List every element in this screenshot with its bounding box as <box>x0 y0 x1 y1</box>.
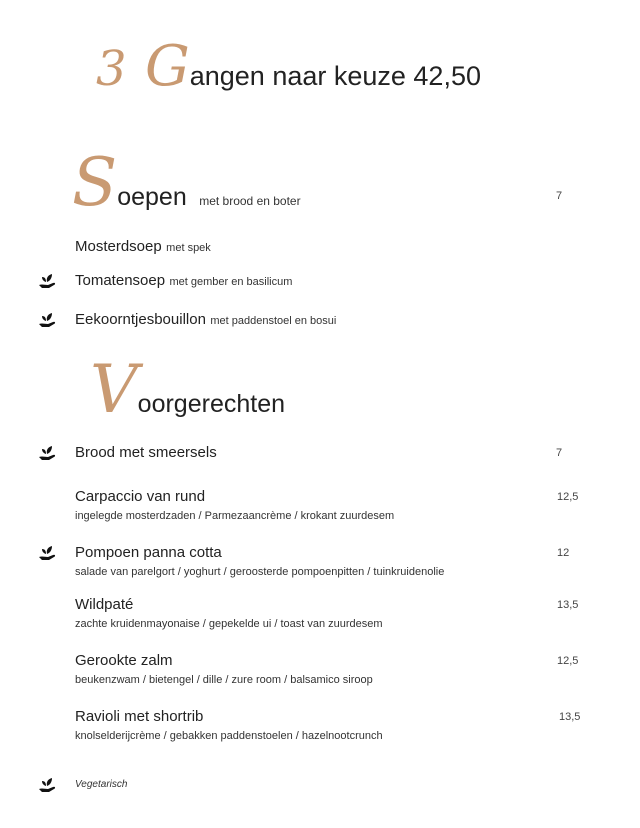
item-description: zachte kruidenmayonaise / gepekelde ui / toast van zuurdesem <box>75 618 383 630</box>
item-price: 12,5 <box>557 655 579 667</box>
list-item <box>75 311 336 329</box>
item-description: salade van parelgort / yoghurt / geroosterde pompoenpitten / tuinkruidenolie <box>75 566 445 578</box>
list-item <box>75 238 211 256</box>
title-capital: G <box>145 34 190 99</box>
vegetarian-hand-leaf-icon <box>38 777 58 793</box>
item-name: Eekoorntjesbouillon <box>75 311 206 328</box>
item-sub: met paddenstoel en bosui <box>210 315 337 327</box>
item-name: Pompoen panna cotta <box>75 544 222 561</box>
item-price: 12 <box>557 547 570 559</box>
section-subtitle: met brood en boter <box>199 194 301 208</box>
vegetarian-hand-leaf-icon <box>38 273 58 289</box>
section-capital: S <box>72 144 118 221</box>
title-rest: angen naar keuze 42,50 <box>189 61 481 91</box>
item-price: 12,5 <box>557 491 579 503</box>
item-name: Brood met smeersels <box>75 444 217 461</box>
item-name: Gerookte zalm <box>75 652 173 669</box>
item-name: Tomatensoep <box>75 272 166 289</box>
section-price: 7 <box>556 190 563 202</box>
vegetarian-hand-leaf-icon <box>38 545 58 561</box>
item-sub: met gember en basilicum <box>169 276 293 288</box>
legend-label: Vegetarisch <box>75 779 128 790</box>
item-sub: met spek <box>166 242 211 254</box>
section-voorgerechten-heading <box>90 351 285 428</box>
list-item <box>75 272 292 290</box>
section-capital: V <box>90 351 138 428</box>
item-name: Carpaccio van rund <box>75 488 206 505</box>
title-number: 3 <box>96 41 127 97</box>
item-name: Ravioli met shortrib <box>75 708 204 725</box>
vegetarian-hand-leaf-icon <box>38 445 58 461</box>
section-title-rest: oepen <box>117 183 187 211</box>
vegetarian-hand-leaf-icon <box>38 312 58 328</box>
section-soepen-heading <box>72 144 301 221</box>
item-name: Mosterdsoep <box>75 238 162 255</box>
section-title-rest: oorgerechten <box>137 390 285 418</box>
item-description: knolselderijcrème / gebakken paddenstoelen / hazelnootcrunch <box>75 730 383 742</box>
item-description: beukenzwam / bietengel / dille / zure room / balsamico siroop <box>75 674 373 686</box>
item-description: ingelegde mosterdzaden / Parmezaancrème / krokant zuurdesem <box>75 510 395 522</box>
item-price: 7 <box>556 447 563 459</box>
item-price: 13,5 <box>557 599 579 611</box>
menu-title <box>96 34 481 99</box>
item-price: 13,5 <box>559 711 581 723</box>
item-name: Wildpaté <box>75 596 134 613</box>
